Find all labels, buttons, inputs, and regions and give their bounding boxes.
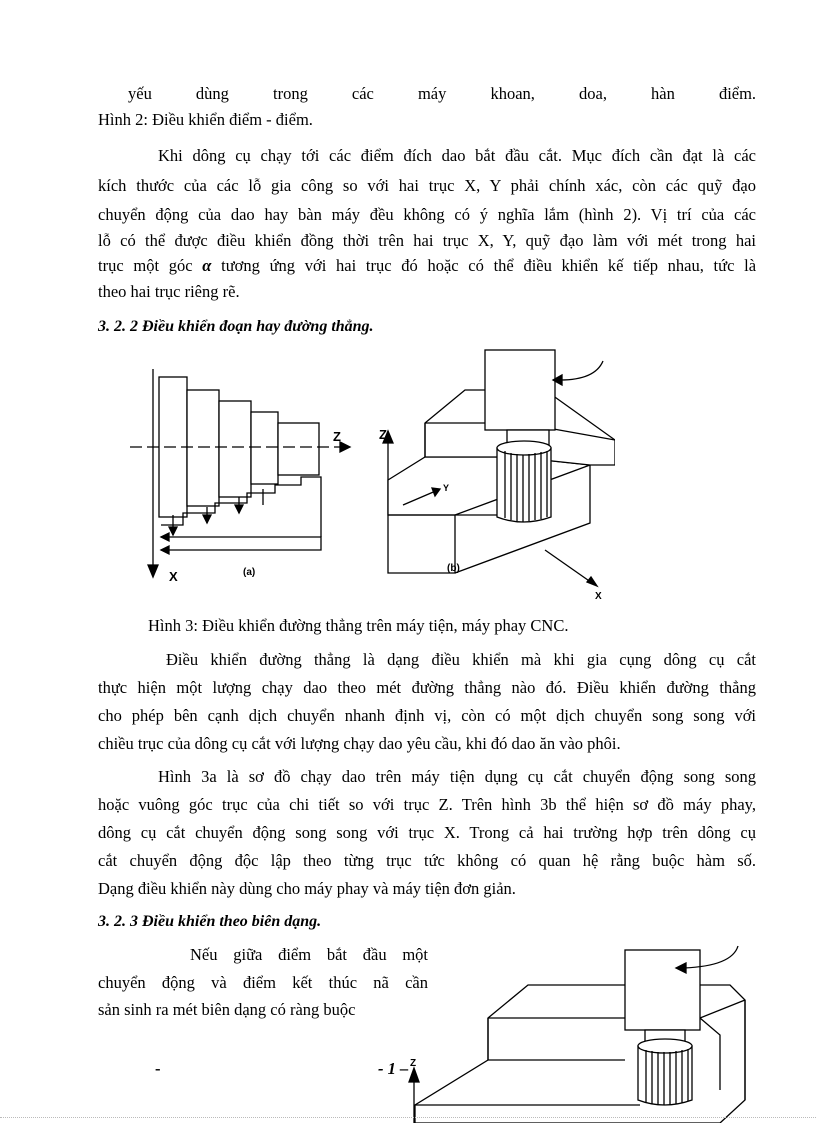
s322-p2-line-2: hoặc vuông góc trục của chi tiết so với trục Z. Trên hình 3b thể hiện sơ đồ máy phay, (98, 795, 756, 814)
fig3b-y-label: Y (443, 483, 450, 493)
fig3a-caption-label: (a) (243, 567, 256, 578)
line-5-end: tương ứng với hai trục đó hoặc có thể điều khiển kế tiếp nhau, tức là (221, 256, 757, 275)
p2-line-2: kích thước của các lỗ gia công so với hai trục X, Y phải chính xác, còn các quỹ đạo (98, 176, 756, 195)
s322-p1-line-4: chiều trục của dông cụ cắt với lượng chạy dao yêu cầu, khi đó dao ăn vào phôi. (98, 734, 621, 753)
figure-3 (125, 345, 615, 605)
fig3a-z-label: Z (333, 429, 341, 444)
s323-line-3: sản sinh ra mét biên dạng có ràng buộc (98, 1000, 356, 1019)
fig3b-caption-label: (b) (447, 563, 460, 574)
word: doa, (579, 84, 607, 103)
word: trong (272, 84, 308, 103)
s323-line-2: chuyển động và điểm kết thúc nã cần (98, 973, 428, 992)
word: khoan, (490, 84, 535, 103)
s322-p1-line-3: cho phép bên cạnh dịch chuyển nhanh định vị, còn có một dịch chuyển song song với (98, 706, 756, 725)
figure-4 (400, 940, 760, 1123)
fig3b-x-label: X (595, 591, 602, 602)
page-bottom-rule (0, 1117, 816, 1118)
p2-line-4: lỗ có thể được điều khiển đồng thời trên hai trục X, Y, quỹ đạo làm với mét trong hai (98, 231, 756, 250)
s322-p2-line-1: Hình 3a là sơ đồ chạy dao trên máy tiện dụng cụ cắt chuyển động song song (158, 767, 756, 786)
section-heading-323: 3. 2. 3 Điều khiển theo biên dạng. (98, 913, 322, 930)
fig3a-x-label: X (169, 569, 178, 584)
word: máy (417, 84, 447, 103)
p1-line-1 (128, 84, 756, 104)
figure-3-caption: Hình 3: Điều khiển đường thẳng trên máy tiện, máy phay CNC. (148, 616, 569, 635)
footer-left-mark: - (155, 1059, 161, 1078)
word: dùng (195, 84, 229, 103)
p2-line-5 (98, 256, 756, 276)
s322-p1-line-2: thực hiện một lượng chạy dao theo mét đường thẳng nào đó. Điều khiển đường thẳng (98, 678, 756, 697)
s322-p2-line-4: cắt chuyển động độc lập theo từng trục tức không có quan hệ rằng buộc hàm số. (98, 851, 756, 870)
fig4-z-label: Z (410, 1058, 417, 1069)
s323-line-1: Nếu giữa điểm bắt đầu một (190, 945, 428, 964)
word: hàn (651, 84, 675, 103)
s322-p2-line-5: Dạng điều khiển này dùng cho máy phay và máy tiện đơn giản. (98, 879, 516, 898)
p2-line-6: theo hai trục riêng rẽ. (98, 282, 240, 301)
page-number: - 1 – (378, 1059, 409, 1078)
p2-line-1: Khi dông cụ chạy tới các điểm đích dao bắt đầu cắt. Mục đích cần đạt là các (158, 146, 756, 165)
p2-line-3: chuyển động của dao hay bàn máy đều không có ý nghĩa lắm (hình 2). Vị trí của các (98, 205, 756, 224)
s322-p2-line-3: dông cụ cắt chuyển động song song với trục X. Trong cả hai trường hợp trên dông cụ (98, 823, 756, 842)
alpha-symbol: α (202, 256, 212, 275)
figure-2-caption: Hình 2: Điều khiển điểm - điểm. (98, 110, 313, 129)
figure-3b-milling (383, 350, 615, 586)
word: yếu (128, 84, 152, 103)
word: điểm. (718, 84, 757, 103)
line-5-start: trục một góc (98, 256, 193, 275)
fig3b-z-label: Z (379, 427, 387, 442)
word: các (351, 84, 374, 103)
figure-3a-lathe (130, 369, 350, 577)
s322-p1-line-1: Điều khiển đường thẳng là dạng điều khiển mà khi gia cụng dông cụ cắt (166, 650, 756, 669)
section-heading-322: 3. 2. 2 Điều khiển đoạn hay đường thẳng. (98, 318, 374, 335)
